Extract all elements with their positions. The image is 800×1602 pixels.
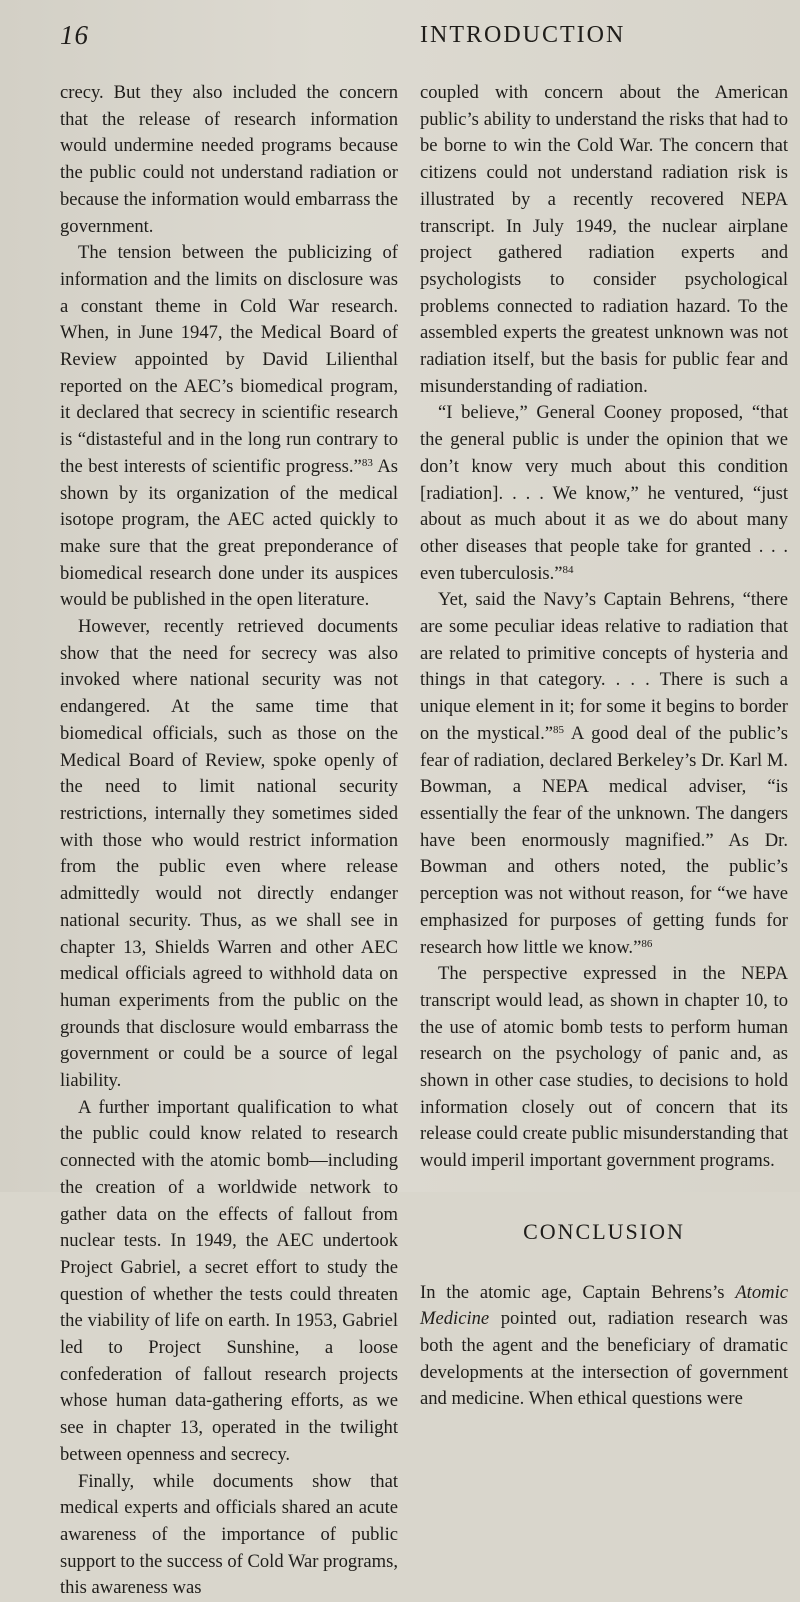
paragraph: Yet, said the Navy’s Captain Behrens, “there are some peculiar ideas relative to radiation that are related to primitive concepts of hysteria and things in that category. . . . There is such a unique element in it; for some it begins to border on the mystical.”$^{85}$ A good deal of the public’s fear of radiation, declared Berkeley’s Dr. Karl M. Bowman, a NEPA medical adviser, “is essentially the fear of the unknown. The dangers have been enormously magnified.” As Dr. Bowman and others noted, the public’s perception was not without reason, for “we have emphasized for purposes of getting funds for research how little we know.”$^{86}$ (420, 589, 788, 958)
paragraph: The tension between the publicizing of information and the limits on disclosure was a constant theme in Cold War research. When, in June 1947, the Medical Board of Review appointed by David Lilienthal reported on the AEC’s biomedical program, it declared that secrecy in scientific research is “distasteful and in the long run contrary to the best interests of scientific progress.”$^{83}$ As shown by its organization of the medical isotope program, the AEC acted quickly to make sure that the great preponderance of biomedical research done under its auspices would be published in the open literature. (60, 242, 398, 611)
left-column (60, 80, 398, 1602)
book-title: Atomic Medicine (420, 1281, 788, 1330)
running-title: INTRODUCTION (420, 22, 626, 48)
right-column (420, 80, 788, 1413)
footnote-ref: 85 (553, 723, 564, 736)
paragraph: In the atomic age, Captain Behrens’s Atomic Medicine pointed out, radiation research was both the agent and the beneficiary of dramatic developments at the intersection of government and medicine. When ethical questions were (420, 1281, 788, 1410)
footnote-ref: 86 (641, 937, 653, 950)
paragraph: coupled with concern about the American public’s ability to understand the risks that had to be borne to win the Cold War. The concern that citizens could not understand radiation risk is illustrated by a recently recovered NEPA transcript. In July 1949, the nuclear airplane project gathered radiation experts and psychologists to consider psychological problems connected to radiation hazard. To the assembled experts the greatest unknown was not radiation itself, but the basis for public fear and misunderstanding of radiation. (420, 82, 788, 397)
paragraph: The perspective expressed in the NEPA transcript would lead, as shown in chapter 10, to the use of atomic bomb tests to perform human research on the psychology of panic and, as shown in other case studies, to decisions to hold information closely out of concern that its release could create public misunderstanding that would imperil important government programs. (420, 963, 788, 1172)
footnote-ref: 83 (361, 456, 373, 469)
paragraph: However, recently retrieved documents show that the need for secrecy was also invoked where national security was not endangered. At the same time that biomedical officials, such as those on the Medical Board of Review, spoke openly of the need to limit national security restrictions, internally they sometimes sided with those who would restrict information from the public even where release admittedly would not directly endanger national security. Thus, as we shall see in chapter 13, Shields Warren and other AEC medical officials agreed to withhold data on human experiments from the public on the grounds that disclosure would embarrass the government or could be a source of legal liability. (60, 616, 398, 1092)
paragraph: Finally, while documents show that medical experts and officials shared an acute awareness of the importance of public support to the success of Cold War programs, this awareness was (60, 1470, 398, 1599)
section-heading: CONCLUSION (523, 1218, 685, 1244)
footnote-ref: 84 (562, 563, 574, 576)
paragraph: “I believe,” General Cooney proposed, “that the general public is under the opinion that we don’t know very much about this condition [radiation]. . . . We know,” he ventured, “just about as much about it as we do about many other diseases that people take for granted . . . even tuberculosis.”$^{84}$ (420, 402, 788, 584)
page-number: 16 (60, 20, 89, 50)
paragraph: crecy. But they also included the concern that the release of research information would undermine needed programs because the public could not understand radiation or because the information would embarrass the government. (60, 82, 398, 237)
paragraph: A further important qualification to what the public could know related to research connected with the atomic bomb—including the creation of a worldwide network to gather data on the effects of fallout from nuclear tests. In 1949, the AEC undertook Project Gabriel, a secret effort to study the question of whether the tests could threaten the viability of life on earth. In 1953, Gabriel led to Project Sunshine, a loose confederation of fallout research projects whose human data-gathering efforts, as we see in chapter 13, operated in the twilight between openness and secrecy. (60, 1096, 398, 1465)
running-head (0, 20, 800, 60)
